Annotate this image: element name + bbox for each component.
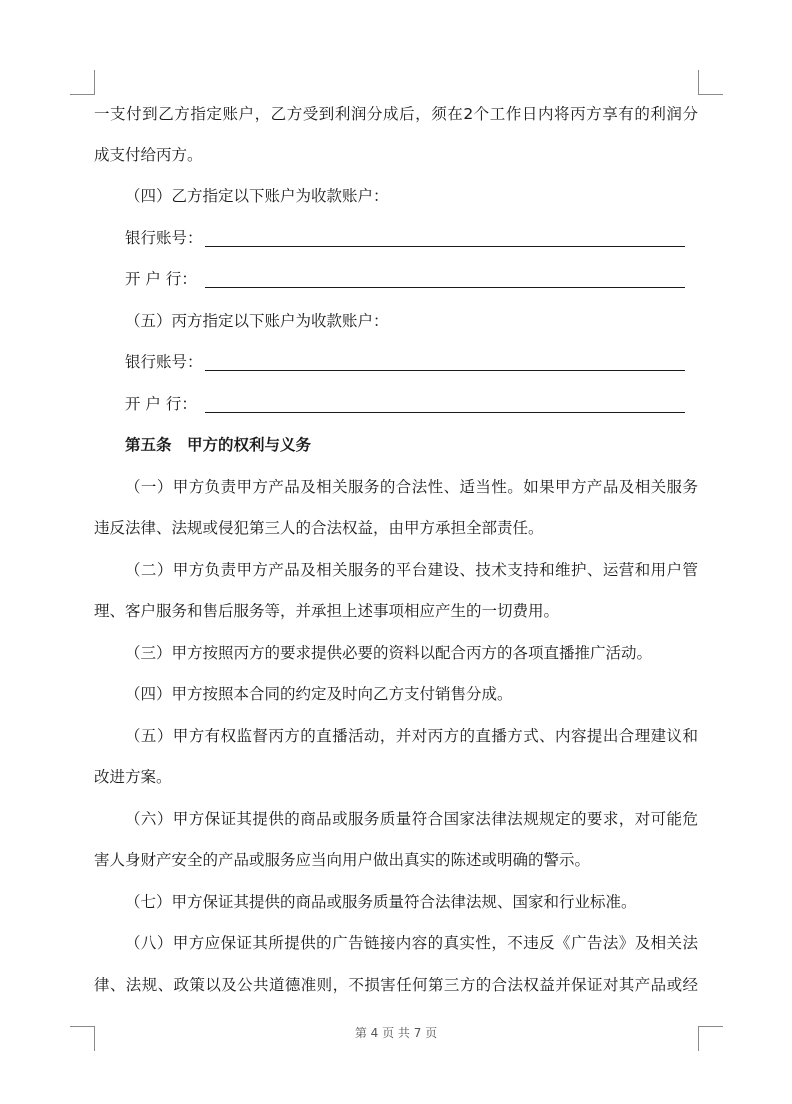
body-line: （二）甲方负责甲方产品及相关服务的平台建设、技术支持和维护、运营和用户管 xyxy=(125,561,698,579)
body-line: 理、客户服务和售后服务等，并承担上述事项相应产生的一切费用。 xyxy=(94,602,560,620)
body-line: （三）甲方按照丙方的要求提供必要的资料以配合丙方的各项直播推广活动。 xyxy=(125,644,653,662)
body-line: 害人身财产安全的产品或服务应当向用户做出真实的陈述或明确的警示。 xyxy=(94,851,591,869)
section-heading: （四）乙方指定以下账户为收款账户： xyxy=(125,187,389,205)
body-line: （六）甲方保证其提供的商品或服务质量符合国家法律法规规定的要求，对可能危 xyxy=(125,810,698,828)
account-b-bank-field xyxy=(94,259,698,299)
body-line: （七）甲方保证其提供的商品或服务质量符合法律法规、国家和行业标准。 xyxy=(125,893,637,911)
bank-label: 开 户 行： xyxy=(125,270,197,288)
account-b-number-field xyxy=(94,218,698,258)
body-line: 改进方案。 xyxy=(94,768,172,786)
body-line: 违反法律、法规或侵犯第三人的合法权益，由甲方承担全部责任。 xyxy=(94,519,544,537)
bank-label: 开 户 行： xyxy=(125,395,197,413)
crop-mark-top-left xyxy=(70,70,95,95)
body-line: （五）甲方有权监督丙方的直播活动，并对丙方的直播方式、内容提出合理建议和 xyxy=(125,727,698,745)
body-line: 一支付到乙方指定账户，乙方受到利润分成后，须在2个工作日内将丙方享有的利润分 xyxy=(94,105,698,123)
body-line: （四）甲方按照本合同的约定及时向乙方支付销售分成。 xyxy=(125,685,513,703)
body-line: （一）甲方负责甲方产品及相关服务的合法性、适当性。如果甲方产品及相关服务 xyxy=(125,478,698,496)
page-number-footer: 第 4 页 共 7 页 xyxy=(354,1026,438,1040)
blank-underline xyxy=(205,287,685,288)
account-c-number-field xyxy=(94,342,698,382)
crop-mark-top-right xyxy=(698,70,723,95)
blank-underline xyxy=(205,370,685,371)
section-heading: （五）丙方指定以下账户为收款账户： xyxy=(125,312,389,330)
blank-underline xyxy=(205,246,685,247)
blank-underline xyxy=(205,412,685,413)
bank-account-label: 银行账号： xyxy=(125,229,203,247)
article-title: 第五条 甲方的权利与义务 xyxy=(125,436,312,454)
account-c-bank-field xyxy=(94,384,698,424)
bank-account-label: 银行账号： xyxy=(125,353,203,371)
body-line: 成支付给丙方。 xyxy=(94,146,203,164)
body-line: （八）甲方应保证其所提供的广告链接内容的真实性，不违反《广告法》及相关法 xyxy=(125,934,698,952)
body-line: 律、法规、政策以及公共道德准则，不损害任何第三方的合法权益并保证对其产品或经 xyxy=(94,976,698,994)
